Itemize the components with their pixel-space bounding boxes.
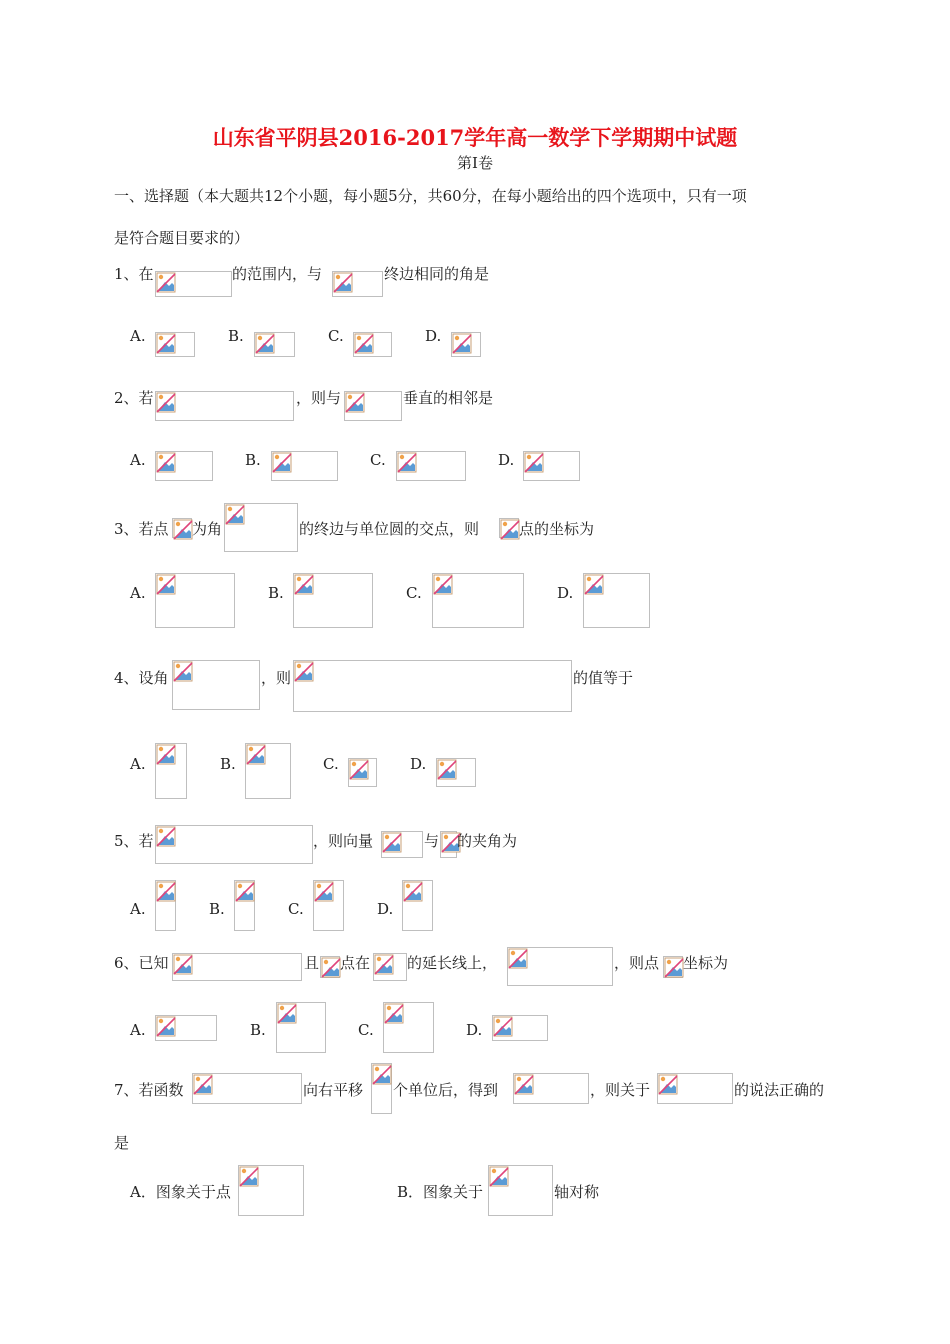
formula-image	[245, 743, 291, 799]
q4-text-1: ，则	[261, 669, 292, 687]
q5-text-2: 与	[424, 832, 440, 850]
formula-image	[320, 956, 340, 978]
option-label: B.	[228, 327, 244, 345]
formula-image	[155, 332, 195, 357]
formula-image	[348, 758, 377, 787]
option-label: C.	[358, 1021, 374, 1039]
option-label: D.	[410, 755, 427, 773]
option-label: B.	[250, 1021, 266, 1039]
broken-image-icon	[382, 832, 402, 853]
broken-image-icon	[239, 1166, 259, 1187]
formula-image	[293, 660, 572, 712]
q5-text-1: ，则向量	[313, 832, 374, 850]
broken-image-icon	[500, 519, 520, 540]
option-label: C.	[370, 451, 386, 469]
option-label: B.	[268, 584, 284, 602]
formula-image	[172, 660, 260, 710]
formula-image	[224, 503, 298, 552]
q7-option-b-suffix: 轴对称	[554, 1183, 600, 1201]
q2-text-1: ，则与	[296, 389, 342, 407]
q7-text-4: 的说法正确的	[734, 1081, 825, 1099]
option-label: C.	[288, 900, 304, 918]
formula-image	[271, 451, 338, 481]
broken-image-icon	[156, 272, 176, 293]
formula-image	[432, 573, 524, 628]
formula-image	[155, 1015, 217, 1041]
q6-text-3: 的延长线上，	[407, 954, 498, 972]
broken-image-icon	[384, 1003, 404, 1024]
option-label: D.	[557, 584, 574, 602]
broken-image-icon	[277, 1003, 297, 1024]
broken-image-icon	[354, 333, 374, 354]
broken-image-icon	[235, 881, 255, 902]
option-label: A.	[130, 584, 146, 602]
formula-image	[583, 573, 650, 628]
section-instructions-line1: 一、选择题（本大题共12个小题，每小题5分，共60分，在每小题给出的四个选项中，只有一项	[114, 187, 747, 205]
option-label: A.	[130, 755, 146, 773]
formula-image	[523, 451, 580, 481]
option-label: A.	[130, 900, 146, 918]
broken-image-icon	[374, 954, 394, 975]
formula-image	[155, 271, 232, 297]
formula-image	[155, 451, 213, 481]
formula-image	[488, 1165, 553, 1216]
formula-image	[353, 332, 392, 357]
option-label: D.	[466, 1021, 483, 1039]
formula-image	[381, 831, 423, 858]
formula-image	[513, 1073, 589, 1104]
option-label: C.	[328, 327, 344, 345]
broken-image-icon	[272, 452, 292, 473]
q7-text-2: 个单位后，得到	[393, 1081, 499, 1099]
broken-image-icon	[246, 744, 266, 765]
option-label: B.	[220, 755, 236, 773]
broken-image-icon	[156, 574, 176, 595]
q4-number: 4、设角	[114, 669, 169, 687]
q6-text-1: 且	[304, 954, 320, 972]
q7-option-b: B．图象关于	[397, 1183, 484, 1201]
broken-image-icon	[156, 452, 176, 473]
formula-image	[192, 1073, 302, 1104]
broken-image-icon	[294, 661, 314, 682]
broken-image-icon	[658, 1074, 678, 1095]
broken-image-icon	[349, 759, 369, 780]
page-title: 山东省平阴县2016-2017学年高一数学下学期期中试题	[212, 125, 738, 150]
option-label: C.	[406, 584, 422, 602]
formula-image	[172, 518, 192, 538]
volume-label: 第I卷	[457, 154, 493, 172]
formula-image	[657, 1073, 733, 1104]
broken-image-icon	[156, 333, 176, 354]
formula-image	[155, 880, 176, 931]
q7-number: 7、若函数	[114, 1081, 184, 1099]
q1-text-2: 终边相同的角是	[384, 265, 490, 283]
q2-number: 2、若	[114, 389, 154, 407]
broken-image-icon	[333, 272, 353, 293]
q3-text-1: 为角	[192, 520, 223, 538]
broken-image-icon	[173, 661, 193, 682]
formula-image	[371, 1063, 392, 1114]
broken-image-icon	[397, 452, 417, 473]
q7-text-5: 是	[114, 1134, 130, 1152]
broken-image-icon	[664, 957, 684, 978]
formula-image	[451, 332, 481, 357]
q2-text-2: 垂直的相邻是	[403, 389, 494, 407]
broken-image-icon	[372, 1064, 392, 1085]
formula-image	[254, 332, 295, 357]
q7-option-a: A．图象关于点	[130, 1183, 231, 1201]
formula-image	[507, 947, 613, 986]
formula-image	[155, 743, 187, 799]
q3-text-2: 的终边与单位圆的交点，则	[299, 520, 480, 538]
q5-text-3: 的夹角为	[457, 832, 518, 850]
formula-image	[499, 518, 519, 538]
broken-image-icon	[452, 333, 472, 354]
formula-image	[276, 1002, 326, 1053]
option-label: B.	[209, 900, 225, 918]
broken-image-icon	[255, 333, 275, 354]
formula-image	[436, 758, 476, 787]
broken-image-icon	[321, 957, 341, 978]
broken-image-icon	[514, 1074, 534, 1095]
formula-image	[396, 451, 466, 481]
formula-image	[383, 1002, 434, 1053]
broken-image-icon	[403, 881, 423, 902]
formula-image	[172, 953, 302, 981]
q6-text-4: ，则点	[614, 954, 660, 972]
formula-image	[155, 573, 235, 628]
broken-image-icon	[173, 519, 193, 540]
formula-image	[492, 1015, 548, 1041]
q5-number: 5、若	[114, 832, 154, 850]
broken-image-icon	[156, 826, 176, 847]
formula-image	[373, 953, 407, 981]
q3-text-3: 点的坐标为	[519, 520, 595, 538]
broken-image-icon	[225, 504, 245, 525]
formula-image	[440, 831, 457, 858]
broken-image-icon	[524, 452, 544, 473]
broken-image-icon	[173, 954, 193, 975]
broken-image-icon	[345, 392, 365, 413]
formula-image	[344, 391, 402, 421]
broken-image-icon	[489, 1166, 509, 1187]
formula-image	[402, 880, 433, 931]
q6-text-2: 点在	[340, 954, 371, 972]
option-label: D.	[498, 451, 515, 469]
option-label: B.	[245, 451, 261, 469]
formula-image	[313, 880, 344, 931]
broken-image-icon	[156, 392, 176, 413]
option-label: A.	[130, 327, 146, 345]
broken-image-icon	[193, 1074, 213, 1095]
broken-image-icon	[314, 881, 334, 902]
broken-image-icon	[156, 744, 176, 765]
q1-number: 1、在	[114, 265, 154, 283]
broken-image-icon	[294, 574, 314, 595]
q7-text-3: ，则关于	[590, 1081, 651, 1099]
q6-text-5: 坐标为	[683, 954, 729, 972]
option-label: C.	[323, 755, 339, 773]
formula-image	[663, 956, 683, 978]
option-label: A.	[130, 451, 146, 469]
broken-image-icon	[584, 574, 604, 595]
option-label: D.	[377, 900, 394, 918]
formula-image	[238, 1165, 304, 1216]
broken-image-icon	[508, 948, 528, 969]
formula-image	[155, 825, 313, 864]
option-label: D.	[425, 327, 442, 345]
formula-image	[234, 880, 255, 931]
broken-image-icon	[493, 1016, 513, 1037]
broken-image-icon	[437, 759, 457, 780]
section-instructions-line2: 是符合题目要求的）	[114, 229, 250, 247]
q6-number: 6、已知	[114, 954, 169, 972]
q7-text-1: 向右平移	[303, 1081, 364, 1099]
formula-image	[155, 391, 294, 421]
q1-text-1: 的范围内，与	[232, 265, 323, 283]
formula-image	[332, 271, 383, 297]
broken-image-icon	[433, 574, 453, 595]
option-label: A.	[130, 1021, 146, 1039]
broken-image-icon	[156, 881, 176, 902]
broken-image-icon	[156, 1016, 176, 1037]
q4-text-2: 的值等于	[573, 669, 634, 687]
formula-image	[293, 573, 373, 628]
q3-number: 3、若点	[114, 520, 169, 538]
